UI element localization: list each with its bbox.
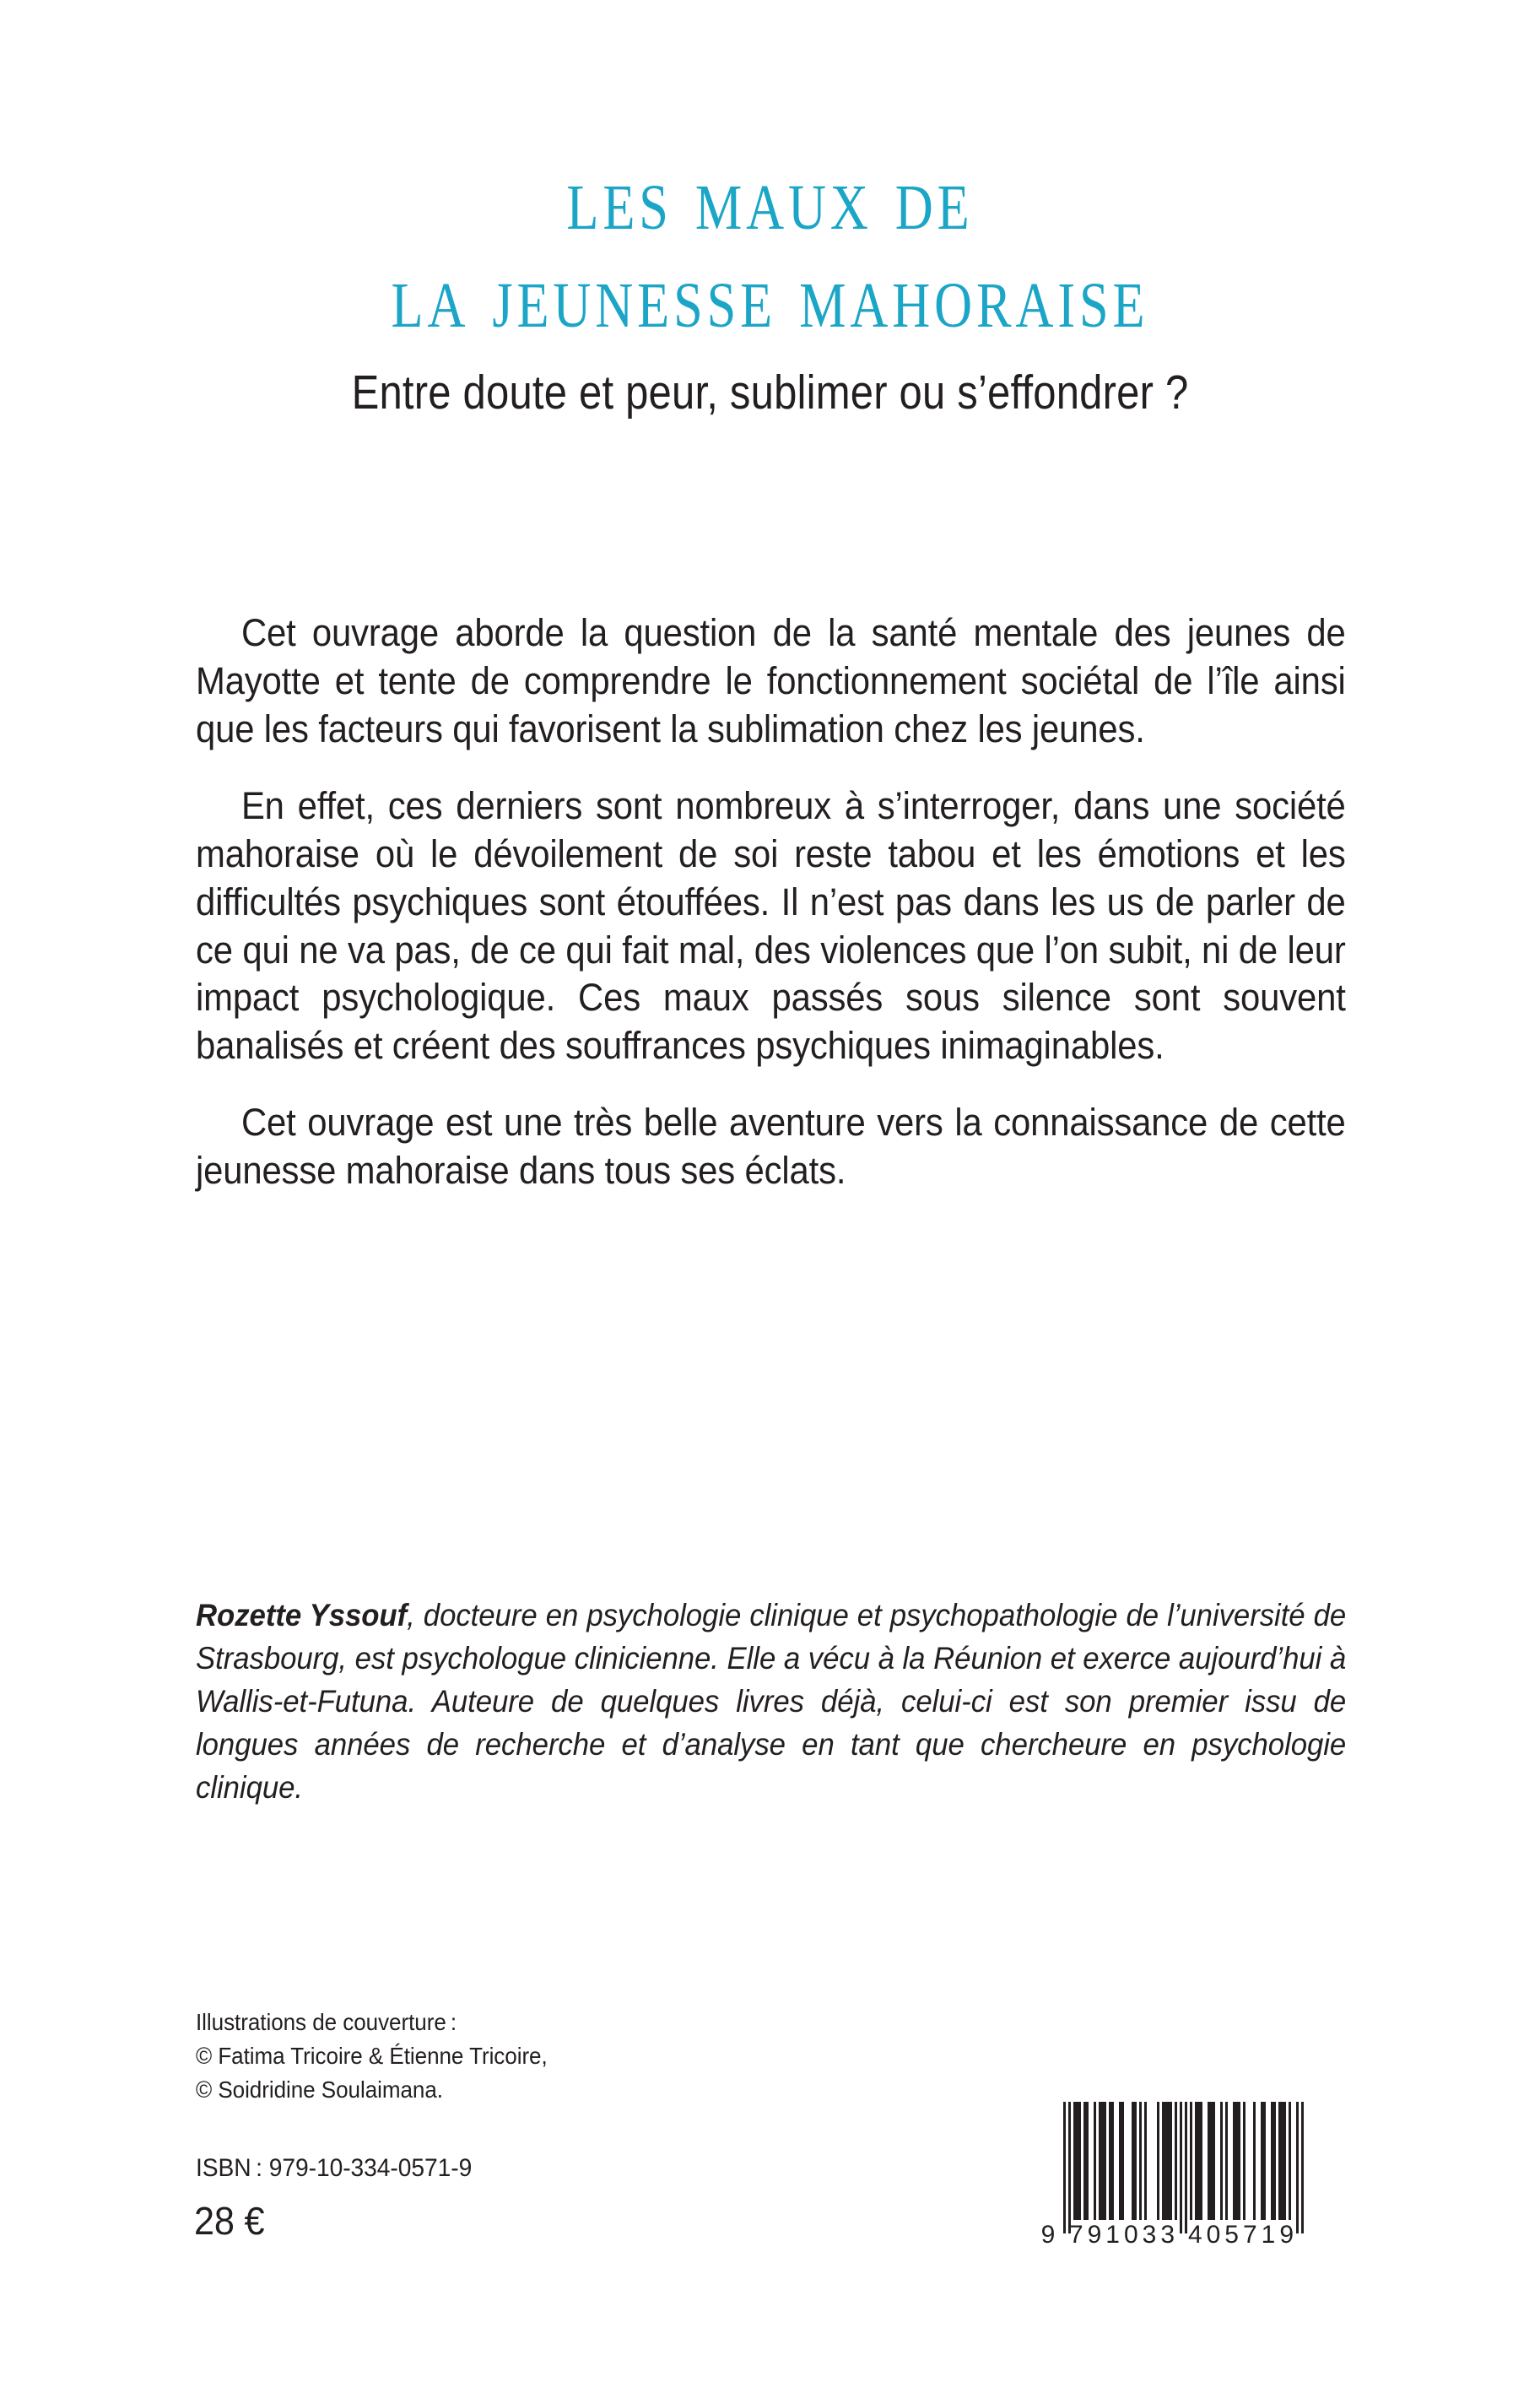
barcode-digits-right: 405719	[1187, 2221, 1299, 2247]
credits-line-1: Illustrations de couverture :	[196, 2009, 457, 2035]
author-bio-text: , docteure en psychologie clinique et psychopathologie de l’université de Strasbourg, est psychologue clinicienne. Elle a vécu à la Réunion et exerce aujourd’hui à Wallis-et-Futuna. Auteure de quelques livres déjà, celui-ci est son premier issu de longues années de recherche et d’analyse en tant que chercheure en psychologie clinique.	[196, 1598, 1347, 1806]
cover-illustration-credits	[196, 2006, 548, 2106]
isbn-text: ISBN : 979-10-334-0571-9	[196, 2154, 473, 2182]
book-subtitle: Entre doute et peur, sublimer ou s’effondrer ?	[351, 365, 1189, 420]
title-block	[0, 149, 1540, 420]
barcode-digit-lead: 9	[1040, 2221, 1056, 2247]
book-title-line-2: la jeunesse mahoraise	[391, 246, 1149, 347]
ean13-barcode	[1033, 2098, 1364, 2247]
blurb-paragraph: Cet ouvrage est une très belle aventure vers la connaissance de cette jeunesse mahoraise dans tous ses éclats.	[196, 1101, 1346, 1193]
author-name: Rozette Yssouf	[196, 1598, 408, 1632]
blurb-paragraph: Cet ouvrage aborde la question de la santé mentale des jeunes de Mayotte et tente de comprendre le fonctionnement sociétal de l’île ainsi que les facteurs qui favorisent la sublimation chez les jeunes.	[196, 611, 1346, 750]
price-text: 28 €	[194, 2199, 265, 2243]
blurb-paragraph: En effet, ces derniers sont nombreux à s’interroger, dans une société mahoraise où le dévoilement de soi reste tabou et les émotions et les difficultés psychiques sont étouffées. Il n’est pas dans les us de parler de ce qui ne va pas, de ce qui fait mal, des violences que l’on subit, ni de leur impact psychologique. Ces maux passés sous silence sont souvent banalisés et créent des souffrances psychiques inimaginables.	[196, 783, 1346, 1068]
credits-line-2: © Fatima Tricoire & Étienne Tricoire,	[196, 2042, 548, 2069]
author-bio-paragraph	[196, 1594, 1346, 1809]
author-bio-block	[196, 1594, 1346, 1809]
barcode-svg	[1033, 2098, 1364, 2247]
barcode-digits-left: 791033	[1068, 2221, 1180, 2247]
book-title-line-1: les maux de	[566, 149, 974, 249]
blurb-block	[196, 609, 1346, 1195]
credits-line-3: © Soidridine Soulaimana.	[196, 2076, 443, 2103]
